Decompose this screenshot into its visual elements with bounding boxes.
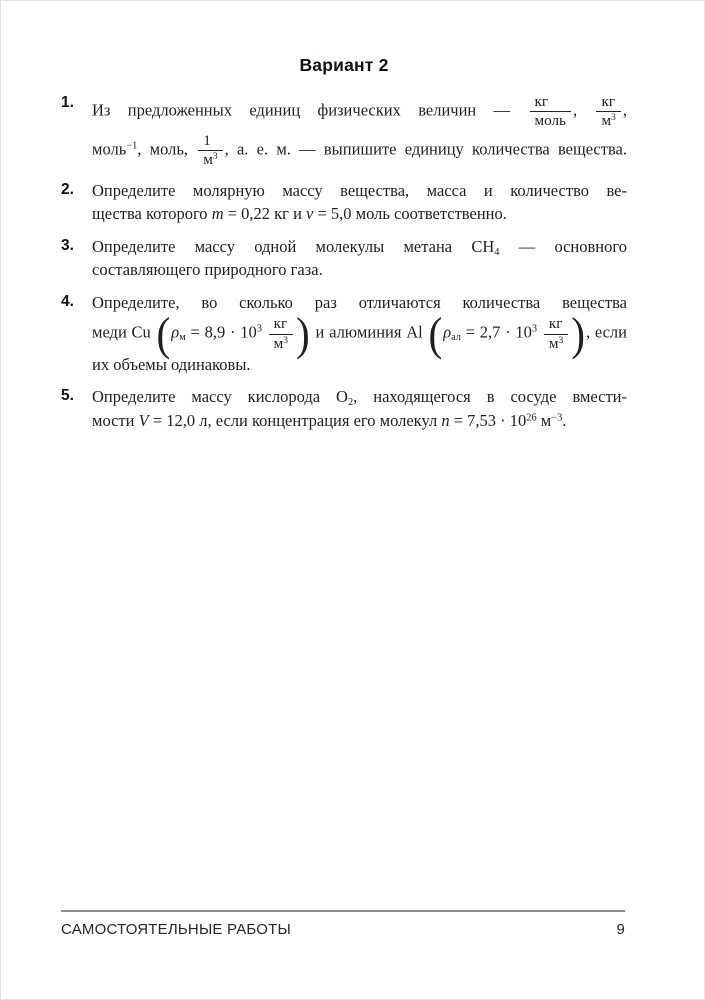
text-segment: щества которого — [92, 204, 212, 224]
problem-5-body — [92, 385, 627, 432]
problem-3-body — [92, 235, 627, 282]
superscript: 3 — [558, 334, 564, 346]
problem-2-line-1 — [92, 179, 627, 202]
problem-5-number: 5. — [61, 387, 74, 405]
fraction-numerator: 1 — [198, 133, 222, 151]
problem-4-line-2: меди Cu ($\rho_м = 8,9 \cdot 10^3$ $\frac{кг}{м^3}$ ) и алюминия Al ($\rho_{ал} = 2,7 \cdot 10^3$ $\frac{кг}{м^3}$ ), если — [92, 307, 627, 360]
unit-base: м — [601, 112, 612, 130]
variable-V: V — [138, 410, 149, 430]
unit-base: м — [548, 334, 559, 352]
problem-2-line-2 — [92, 202, 627, 225]
problem-2-body — [92, 179, 627, 226]
superscript: 3 — [611, 112, 616, 124]
superscript: 3 — [256, 323, 262, 335]
problem-5-line-1 — [92, 385, 627, 408]
problem-1-line-1 — [92, 92, 627, 131]
text-segment: м — [536, 410, 552, 430]
text-segment: их объемы одинаковы. — [92, 355, 251, 375]
problem-1-body — [92, 92, 627, 170]
problem-4-number: 4. — [61, 292, 74, 310]
fraction-kg-per-m3 — [269, 316, 293, 351]
text-segment: = 0,22 кг и — [223, 204, 307, 224]
variable-nu: ν — [306, 204, 314, 224]
fraction-1-per-m3 — [198, 133, 222, 168]
fraction-kg-per-m3 — [544, 316, 568, 351]
text-segment: и алюминия Al — [310, 322, 428, 342]
subscript: м — [179, 332, 186, 344]
text-segment: = 8,9 · 10 — [185, 322, 257, 342]
fraction-numerator: кг — [544, 316, 568, 334]
text-segment: . — [562, 410, 567, 430]
problem-5-line-2 — [92, 409, 627, 432]
text-segment: , а. е. м. — выпишите единицу количества вещества. — [224, 139, 627, 159]
text-segment: , находящегося в сосуде вмести- — [353, 387, 627, 407]
problem-2 — [61, 179, 627, 226]
text-segment: Определите молярную массу вещества, масса и количество ве- — [92, 180, 627, 200]
fraction-numerator: кг — [530, 94, 571, 112]
problem-2-number: 2. — [61, 180, 74, 198]
text-segment: моль — [92, 139, 127, 159]
fraction-denominator: моль — [534, 112, 566, 130]
text-segment: Определите массу кислорода O — [92, 387, 348, 407]
fraction-numerator: кг — [596, 94, 620, 112]
problem-4-line-1 — [92, 291, 627, 314]
problem-1-line-2 — [92, 131, 627, 170]
superscript: 3 — [212, 151, 218, 163]
problem-4-body — [92, 291, 627, 377]
superscript: 3 — [531, 323, 538, 335]
text-segment: составляющего природного газа. — [92, 260, 323, 280]
superscript: 3 — [283, 334, 289, 346]
fraction-denominator — [596, 112, 620, 128]
page-content — [61, 55, 627, 441]
page-title: Вариант 2 — [299, 55, 389, 75]
problem-1 — [61, 92, 627, 170]
text-segment: Определите, во сколько раз отличаются количества вещества — [92, 292, 627, 312]
problem-4-line-3 — [92, 353, 627, 376]
text-segment: Из предложенных единиц физических величин — — [92, 100, 528, 120]
problem-3-number: 3. — [61, 236, 74, 254]
text-segment: , моль, — [137, 139, 197, 159]
superscript: −3 — [551, 412, 563, 424]
text-segment: , — [572, 100, 595, 120]
text-segment: = 2,7 · 10 — [460, 322, 532, 342]
text-segment: Определите массу одной молекулы метана CH — [92, 236, 495, 256]
text-segment: мости — [92, 410, 139, 430]
unit-base: м — [203, 151, 213, 169]
text-segment: , если — [585, 322, 627, 342]
fraction-numerator: кг — [269, 316, 293, 334]
problem-1-number: 1. — [61, 94, 74, 111]
problem-5 — [61, 385, 627, 432]
superscript: 26 — [526, 412, 537, 424]
problem-3 — [61, 235, 627, 282]
problem-4 — [61, 291, 627, 377]
text-segment: = 5,0 моль соответственно. — [313, 204, 507, 224]
variable-m: m — [211, 204, 224, 224]
fraction-kg-per-m3 — [596, 94, 620, 129]
variable-n: n — [441, 410, 450, 430]
variable-rho: ρ — [171, 322, 180, 342]
footer-section-title: САМОСТОЯТЕЛЬНЫЕ РАБОТЫ — [61, 921, 291, 938]
page-number: 9 — [616, 921, 625, 938]
problem-3-line-1 — [92, 235, 627, 258]
unit-base: м — [273, 334, 284, 352]
fraction-kg-per-mol — [530, 94, 571, 129]
text-segment: — основного — [499, 236, 627, 256]
text-segment: = 7,53 · 10 — [449, 410, 527, 430]
fraction-denominator — [198, 151, 222, 167]
subscript: 2 — [347, 397, 354, 409]
variable-rho: ρ — [443, 322, 452, 342]
text-segment: меди Cu — [92, 322, 156, 342]
subscript: ал — [451, 332, 461, 344]
text-segment: = 12,0 л, если концентрация его молекул — [148, 410, 442, 430]
problem-3-line-2 — [92, 258, 627, 281]
text-segment: , — [622, 100, 627, 120]
fraction-denominator — [544, 335, 568, 351]
subscript: 4 — [494, 246, 500, 258]
fraction-denominator — [269, 335, 293, 351]
page-footer — [61, 910, 625, 938]
superscript: −1 — [126, 140, 138, 152]
